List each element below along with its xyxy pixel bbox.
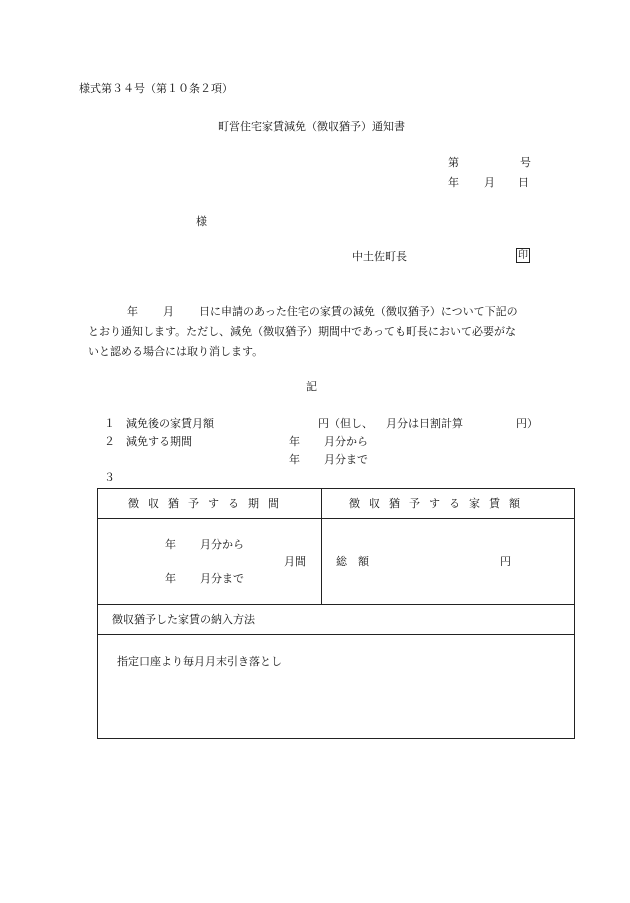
item1-end: 円） [516,417,538,430]
reference-dai: 第 [448,156,459,169]
document-title: 町営住宅家賃減免（徴収猶予）通知書 [218,120,405,133]
item3-number: ３ [104,471,115,484]
seal-mark: 印 [518,250,528,261]
period-to: 月分まで [200,572,244,585]
ki-heading: 記 [306,380,317,393]
table-header-divider [97,518,574,519]
body-month: 月 [163,305,174,318]
body-line1: 日に申請のあった住宅の家賃の減免（徴収猶予）について下記の [199,305,518,318]
item2-to: 月分まで [324,453,368,466]
period-from: 月分から [200,538,244,551]
header-period: 徴収猶予する期間 [128,497,288,510]
item2-number: ２ [104,435,115,448]
item1-note: 月分は日割計算 [386,417,463,430]
addressee-honorific: 様 [196,215,207,228]
item1-number: １ [104,417,115,430]
table-payment-divider [97,634,574,635]
body-line2: とおり通知します。ただし、減免（徴収猶予）期間中であっても町長において必要がな [88,325,517,338]
reference-go: 号 [520,156,531,169]
period-months: 月間 [284,555,306,568]
payment-method-value: 指定口座より毎月月末引き落とし [117,655,282,668]
body-year: 年 [127,305,138,318]
date-month: 月 [484,176,495,189]
table-middle-divider [97,604,574,605]
body-line3: いと認める場合には取り消します。 [88,345,264,358]
form-number: 様式第３４号（第１０条２項） [79,82,233,95]
item2-from-year: 年 [289,435,300,448]
period-from-year: 年 [165,538,176,551]
payment-method-header: 徴収猶予した家賃の納入方法 [112,613,255,626]
period-to-year: 年 [165,572,176,585]
total-amount-label: 総 額 [336,555,369,568]
item2-from: 月分から [324,435,368,448]
item1-label: 減免後の家賃月額 [126,417,214,430]
date-year: 年 [448,176,459,189]
date-day: 日 [518,176,529,189]
item1-yen: 円（但し、 [318,417,373,430]
issuer-name: 中土佐町長 [352,250,407,263]
item2-label: 減免する期間 [126,435,192,448]
table-column-divider [321,488,322,605]
header-amount: 徴収猶予する家賃額 [349,497,529,510]
total-amount-yen: 円 [500,555,511,568]
item2-to-year: 年 [289,453,300,466]
